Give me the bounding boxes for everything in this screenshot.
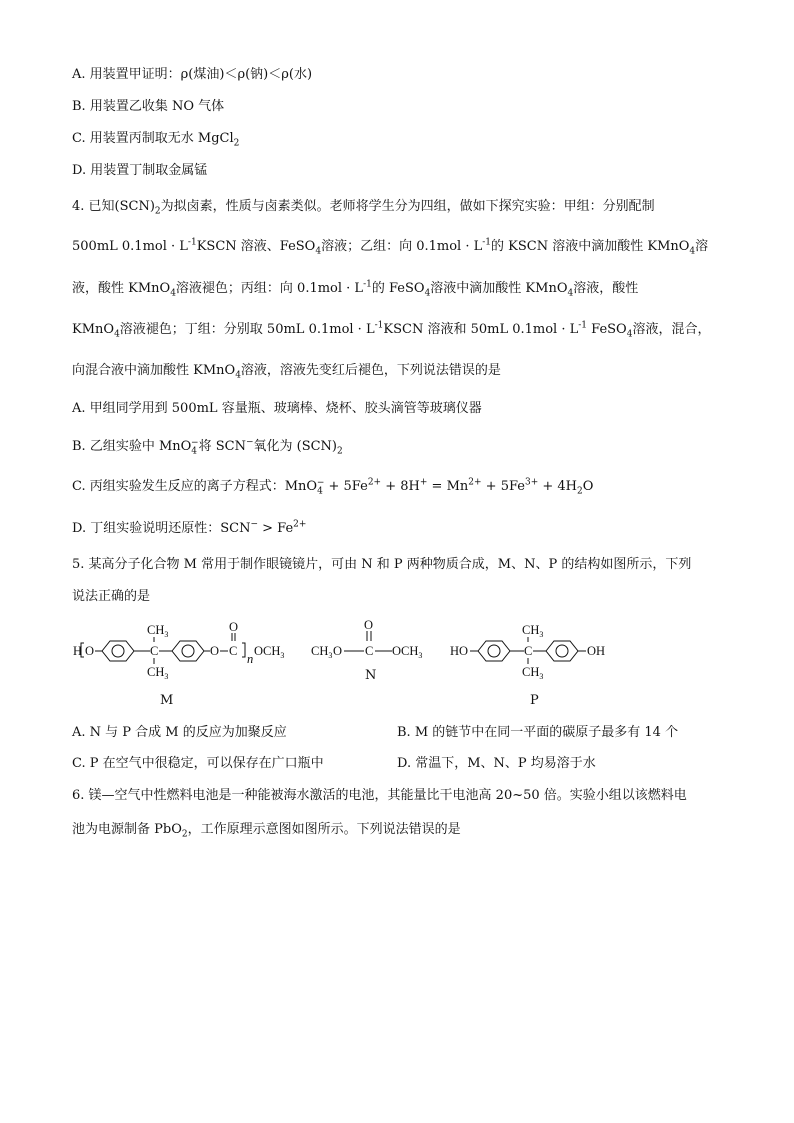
q5-option-c: C. P 在空气中很稳定，可以保存在广口瓶中 [72,756,324,771]
svg-text:n: n [247,652,254,666]
q3-option-d: D. 用装置丁制取金属锰 [72,163,208,178]
structure-p-label: P [530,693,539,708]
svg-text:C: C [150,644,159,658]
q4-stem-line5: 向混合液中滴加酸性 KMnO$_4$溶液，溶液先变红后褪色，下列说法错误的是 [72,363,501,381]
q3-option-b: B. 用装置乙收集 NO 气体 [72,99,225,114]
q5-option-a: A. N 与 P 合成 M 的反应为加聚反应 [72,725,287,740]
q5-option-b: B. M 的链节中在同一平面的碳原子最多有 14 个 [397,725,679,740]
svg-text:O: O [85,644,95,658]
q4-option-c: C. 丙组实验发生反应的离子方程式：$MnO_4^- + 5Fe^{2+} + 8H^+ = Mn^{2+} + 5Fe^{3+} + 4H_2O$ [72,477,594,497]
svg-text:OCH3: $OCH_3$ [392,644,423,660]
q5-option-d: D. 常温下，M、N、P 均易溶于水 [397,756,596,771]
svg-text:OCH3: $OCH_3$ [254,644,285,660]
svg-text:C: C [365,644,374,658]
q4-stem-line3: 液，酸性 KMnO$_4$溶液褪色；丙组：向 $0.1mol \cdot L^{-1}$的 FeSO$_4$溶液中滴加酸性 KMnO$_4$溶液，酸性 [72,279,639,299]
q4-option-b: B. 乙组实验中 MnO$_4$−将 SCN−氧化为 $(SCN)_2$ [72,437,343,457]
q3-option-c: C. 用装置丙制取无水 MgCl$_2$ [72,131,240,149]
q4-option-a: A. 甲组同学用到 500mL 容量瓶、玻璃棒、烧杯、胶头滴管等玻璃仪器 [72,401,482,416]
svg-text:O: O [210,644,220,658]
svg-text:C: C [229,644,238,658]
svg-text:O: O [229,620,239,634]
svg-text:HO: HO [450,644,469,658]
q4-stem-line2: 500mL $0.1mol \cdot L^{-1}KSCN$ 溶液、FeSO$_4$溶液；乙组：向 $0.1mol \cdot L^{-1}$的 KSCN 溶液中滴加酸性 KMnO$_4$溶 [72,237,709,257]
svg-text:OH: OH [587,644,606,658]
svg-text:CH3: $CH_3$ [522,623,544,639]
q4-stem-line1: 4. 已知$(SCN)_2$为拟卤素，性质与卤素类似。老师将学生分为四组，做如下探究实验：甲组：分别配制 [72,199,655,217]
structure-n-label: N [365,668,377,683]
svg-text:CH3: $CH_3$ [522,665,544,681]
q4-stem-line4: KMnO$_4$溶液褪色；丁组：分别取 50mL $0.1mol \cdot L^{-1}KSCN$ 溶液和 50mL $0.1mol \cdot L^{-1}$ FeSO$_4$溶液，混合， [72,320,711,340]
svg-text:C: C [524,644,533,658]
svg-text:H: H [73,644,83,658]
svg-text:O: O [333,644,343,658]
structure-m [70,620,310,692]
structure-m-label: M [160,693,174,708]
svg-text:CH3: $CH_3$ [311,644,333,660]
svg-text:O: O [364,620,374,632]
q4-option-d: D. 丁组实验说明还原性：$SCN^- > Fe^{2+}$ [72,519,307,536]
q5-stem-line1: 5. 某高分子化合物 M 常用于制作眼镜镜片，可由 N 和 P 两种物质合成，M、N、P 的结构如图所示，下列 [72,557,692,572]
q6-stem-line2: 池为电源制备 PbO$_2$，工作原理示意图如图所示。下列说法错误的是 [72,822,461,840]
q3-option-a: A. 用装置甲证明：ρ(煤油)＜ρ(钠)＜ρ(水) [72,67,313,82]
q6-stem-line1: 6. 镁—空气中性燃料电池是一种能被海水激活的电池，其能量比干电池高 20~50 倍。实验小组以该燃料电 [72,788,687,803]
svg-text:CH3: $CH_3$ [147,623,169,639]
q5-stem-line2: 说法正确的是 [72,589,151,604]
svg-text:CH3: $CH_3$ [147,665,169,681]
structure-p [448,620,618,692]
